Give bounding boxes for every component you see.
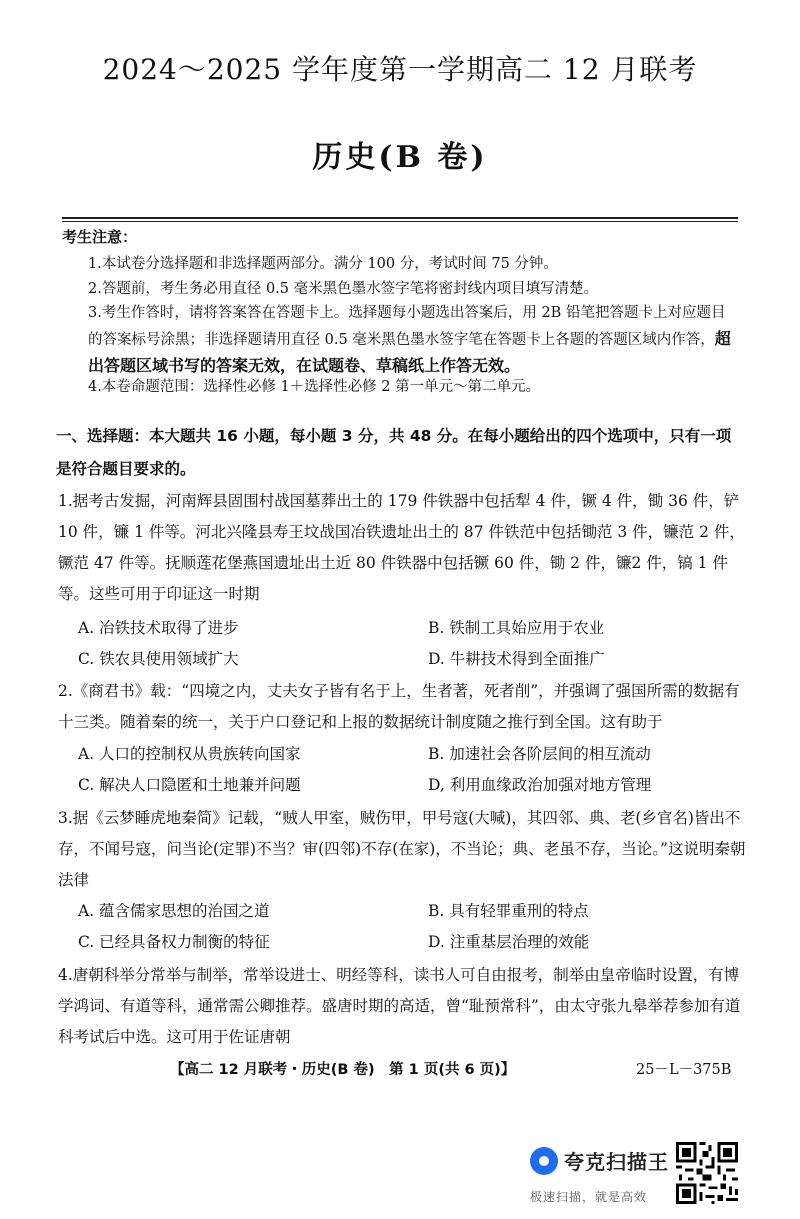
notice-item-num: 2. bbox=[88, 281, 102, 297]
q2-option-d: D, 利用血缘政治加强对地方管理 bbox=[428, 776, 652, 794]
paper-code: 25－L－375B bbox=[636, 1062, 732, 1078]
notice-item-text: 本试卷分选择题和非选择题两部分。满分 100 分，考试时间 75 分钟。 bbox=[101, 256, 558, 272]
question-1 bbox=[58, 486, 748, 610]
question-4 bbox=[58, 960, 748, 1053]
scanner-slogan: 极速扫描，就是高效 bbox=[530, 1190, 648, 1204]
q1-option-c: C. 铁农具使用领域扩大 bbox=[78, 650, 239, 668]
notice-item-text: 考生作答时，请将答案答在答题卡上。选择题每小题选出答案后，用 2B 铅笔把答题卡上对应题目的答案标号涂黑；非选择题请用直径 0.5 毫米黑色墨水签字笔在答题卡上各题的答题区域内作答， bbox=[88, 305, 726, 348]
question-3 bbox=[58, 803, 748, 896]
question-stem: 《商君书》载：“四境之内，丈夫女子皆有名于上，生者著，死者削”，并强调了强国所需的数据有十三类。随着秦的统一，关于户口登记和上报的数据统计制度随之推行到全国。这有助于 bbox=[58, 682, 740, 731]
section-heading: 一、选择题：本大题共 16 小题，每小题 3 分，共 48 分。在每小题给出的四个选项中，只有一项是符合题目要求的。 bbox=[56, 427, 732, 478]
page-footer: 【高二 12 月联考・历史(B 卷) 第 1 页(共 6 页)】 bbox=[170, 1062, 516, 1078]
question-num: 3. bbox=[58, 809, 73, 827]
notice-item-text: 本卷命题范围：选择性必修 1＋选择性必修 2 第一单元～第二单元。 bbox=[101, 379, 541, 395]
scanner-logo-icon bbox=[530, 1147, 558, 1175]
q2-option-c: C. 解决人口隐匿和土地兼并问题 bbox=[78, 776, 301, 794]
q2-option-a: A. 人口的控制权从贵族转向国家 bbox=[78, 745, 301, 763]
notice-item-num: 4. bbox=[88, 379, 102, 395]
q3-option-c: C. 已经具备权力制衡的特征 bbox=[78, 933, 270, 951]
q1-option-d: D. 牛耕技术得到全面推广 bbox=[428, 650, 605, 668]
question-stem: 据《云梦睡虎地秦简》记载，“贼人甲室，贼伤甲，甲号寇(大喊)，其四邻、典、老(乡官名)皆出不存，不闻号寇，问当论(定罪)不当？审(四邻)不存(在家)，不当论；典、老虽不存，当论。”这说明秦朝法律 bbox=[58, 809, 746, 889]
header-rule-thin bbox=[62, 221, 738, 222]
notice-item-4 bbox=[88, 375, 742, 400]
scanner-brand-name: 夸克扫描王 bbox=[564, 1150, 669, 1174]
notice-item-1 bbox=[88, 252, 742, 277]
exam-title: 2024～2025 学年度第一学期高二 12 月联考 bbox=[102, 53, 698, 86]
exam-subtitle: 历史(B 卷) bbox=[312, 140, 488, 175]
scanner-watermark bbox=[530, 1146, 669, 1175]
question-num: 1. bbox=[58, 492, 73, 510]
notice-item-3 bbox=[88, 300, 738, 380]
q1-option-b: B. 铁制工具始应用于农业 bbox=[428, 619, 605, 637]
q3-option-b: B. 具有轻罪重刑的特点 bbox=[428, 902, 589, 920]
header-rule bbox=[62, 217, 738, 219]
notice-item-num: 3. bbox=[88, 305, 102, 321]
notice-item-num: 1. bbox=[88, 256, 102, 272]
notice-heading: 考生注意： bbox=[62, 228, 138, 246]
question-stem: 唐朝科举分常举与制举，常举设进士、明经等科，读书人可自由报考，制举由皇帝临时设置，有博学鸿词、有道等科，通常需公卿推荐。盛唐时期的高适，曾“耻预常科”，由太守张九皋举荐参加有道科考试后中选。这可用于佐证唐朝 bbox=[58, 966, 741, 1046]
q3-option-a: A. 蕴含儒家思想的治国之道 bbox=[78, 902, 270, 920]
notice-emphasis: 超出答题区域书写的答案无效，在试题卷、草稿纸上作答无效。 bbox=[88, 329, 731, 375]
q3-option-d: D. 注重基层治理的效能 bbox=[428, 933, 590, 951]
question-num: 2. bbox=[58, 682, 73, 700]
notice-item-text: 答题前，考生务必用直径 0.5 毫米黑色墨水签字笔将密封线内项目填写清楚。 bbox=[101, 281, 599, 297]
qr-code-icon bbox=[676, 1142, 738, 1204]
question-2 bbox=[58, 676, 748, 738]
question-num: 4. bbox=[58, 966, 73, 984]
q2-option-b: B. 加速社会各阶层间的相互流动 bbox=[428, 745, 651, 763]
q1-option-a: A. 冶铁技术取得了进步 bbox=[78, 619, 239, 637]
question-stem: 据考古发掘，河南辉县固围村战国墓葬出土的 179 件铁器中包括犁 4 件，镢 4 件，锄 36 件，铲 10 件，镰 1 件等。河北兴隆县寿王坟战国冶铁遗址出土的 87 件铁范中包括锄范 3 件，镰范 2 件，镢范 47 件等。抚顺莲花堡燕国遗址出土近 80 件铁器中包括镢 60 件，锄 2 件，镰2 件，镐 1 件等。这些可用于印证这一时期 bbox=[58, 492, 745, 603]
notice-item-2 bbox=[88, 277, 742, 302]
